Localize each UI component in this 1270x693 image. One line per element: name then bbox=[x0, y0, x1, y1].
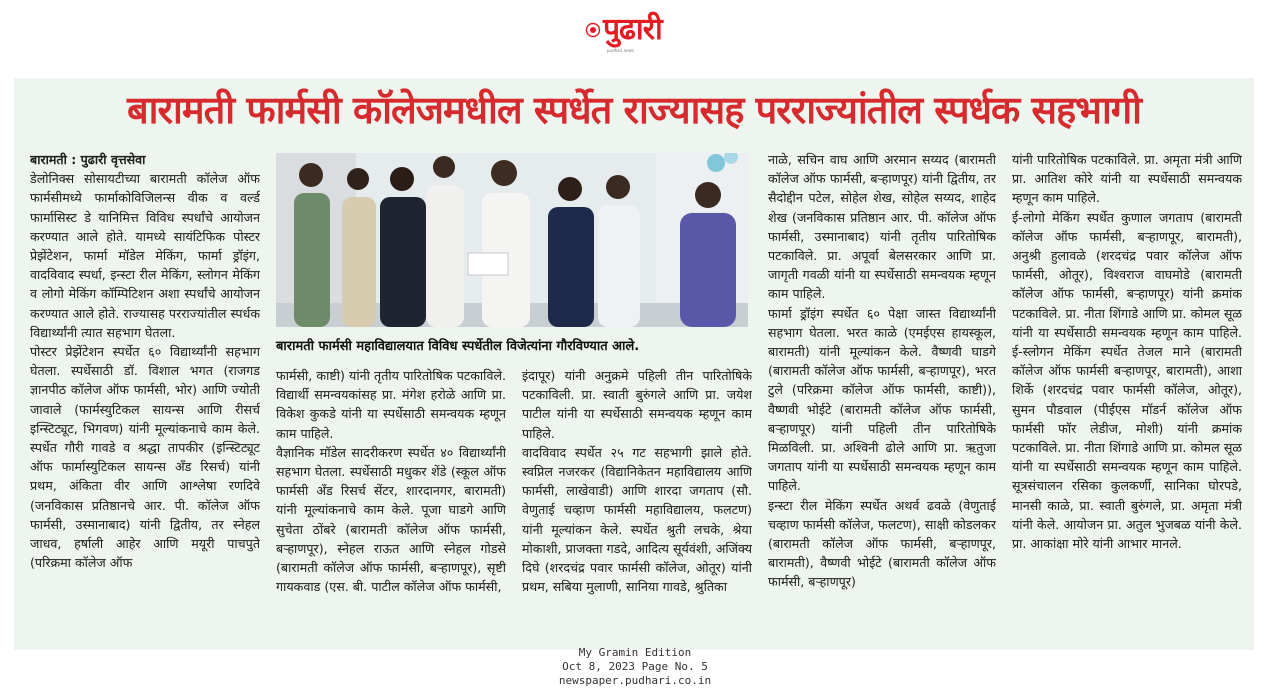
logo-tagline: pudhari.news bbox=[607, 48, 634, 53]
article-column-4: नाळे, सचिन वाघ आणि अरमान सय्यद (बारामती कॉलेज ऑफ फार्मसी, बऱ्हाणपूर) यांनी द्वितीय, तर सैदोद्दीन पटेल, सोहेल शेख, सोहेल सय्यद, शाहेद शेख (जनविकास प्रतिष्ठान आर. पी. कॉलेज ऑफ फार्मसी, उस्मानाबाद) यांनी तृतीय पारितोषिक पटकाविले. प्रा. अपूर्वा बेलसरकार आणि प्रा. जागृती गवळी यांनी या स्पर्धेसाठी समन्वयक म्हणून काम पाहिले. फार्मा ड्रॉइंग स्पर्धेत ६० पेक्षा जास्त विद्यार्थ्यांनी सहभाग घेतला. भरत काळे (एमईएस हायस्कूल, बारामती) यांनी मूल्यांकन केले. वैष्णवी घाडगे (बारामती कॉलेज ऑफ फार्मसी, बऱ्हाणपूर), भरत टुले (परिक्रमा कॉलेज ऑफ फार्मसी, काष्टी)), वैष्णवी भोईटे (बारामती कॉलेज ऑफ फार्मसी, बऱ्हाणपूर) यांनी पहिली तीन पारितोषिके मिळविली. प्रा. अश्विनी ढोले आणि प्रा. ऋतुजा जगताप यांनी या स्पर्धेसाठी समन्वयक म्हणून काम पाहिले. इन्स्टा रील मेकिंग स्पर्धेत अथर्व ढवळे (वेणुताई चव्हाण फार्मसी कॉलेज, फलटण), साक्षी कोडलकर (बारामती कॉलेज ऑफ फार्मसी, बऱ्हाणपूर, बारामती), वैष्णवी भोईटे (बारामती कॉलेज ऑफ फार्मसी, बऱ्हाणपूर) bbox=[768, 152, 996, 590]
column-1-text: डेलोनिक्स सोसायटीच्या बारामती कॉलेज ऑफ फार्मसीमध्ये फार्माकोविजिलन्स वीक व वर्ल्ड फार्मासिस्ट डे यानिमित्त विविध स्पर्धांचे आयोजन करण्यात आले होते. यामध्ये सायंटिफिक पोस्टर प्रेझेंटेशन, फार्मा मॉडेल मेकिंग, फार्मा ड्रॉइंग, वादविवाद स्पर्धा, इन्स्टा रील मेकिंग, स्लोगन मेकिंग व लोगो मेकिंग कॉम्पिटिशन अशा स्पर्धांचे आयोजन करण्यात आले होते. राज्यासह परराज्यांतील स्पर्धक विद्यार्थ्यांनी त्यात सहभाग घेतला. पोस्टर प्रेझेंटेशन स्पर्धेत ६० विद्यार्थ्यांनी सहभाग घेतला. स्पर्धेसाठी डॉ. विशाल भगत (राजगड ज्ञानपीठ कॉलेज ऑफ फार्मसी, भोर) आणि ज्योती जावाले (फार्मस्युटिकल सायन्स आणि रीसर्च इन्स्टिट्यूट, भिगवण) यांनी मूल्यांकनाचे काम केले. स्पर्धेत गौरी गावडे व श्रद्धा तापकीर (इन्स्टिट्यूट ऑफ फार्मास्युटिकल सायन्स अँड रिसर्च) यांनी प्रथम, अंकिता वीर आणि आश्लेषा रणदिवे (जनविकास प्रतिष्ठानचे आर. पी. कॉलेज ऑफ फार्मसी, उस्मानाबाद) यांनी द्वितीय, तर स्नेहल जाधव, हर्षाली आहेर आणि मयूरी पाचपुते (परिक्रमा कॉलेज ऑफ bbox=[30, 171, 260, 571]
article-column-1 bbox=[30, 150, 260, 644]
article-byline: बारामती : पुढारी वृत्तसेवा bbox=[30, 152, 146, 167]
article-column-3: इंदापूर) यांनी अनुक्रमे पहिली तीन पारितोषिके पटकाविली. प्रा. स्वाती बुरुंगले आणि प्रा. जयेश पाटील यांनी या स्पर्धेसाठी समन्वयक म्हणून काम पाहिले. वादविवाद स्पर्धेत २५ गट सहभागी झाले होते. स्वप्निल नजरकर (विद्यानिकेतन महाविद्यालय आणि फार्मसी, लाखेवाडी) आणि शारदा जगताप (सौ. वेणुताई चव्हाण फार्मसी महाविद्यालय, फलटण) यांनी मूल्यांकन केले. स्पर्धेत श्रुती लचके, श्रेया मोकाशी, प्राजक्ता गडदे, आदित्य सूर्यवंशी, अजिंक्य दिघे (शरदचंद्र पवार फार्मसी कॉलेज, ओतूर) यांनी प्रथम, सबिया मुलाणी, सानिया गावडे, श्रुतिका bbox=[522, 368, 752, 595]
pudhari-logo bbox=[585, 8, 695, 56]
photo-caption: बारामती फार्मसी महाविद्यालयात विविध स्पर्धेतील विजेत्यांना गौरविण्यात आले. bbox=[276, 339, 640, 354]
article-headline: बारामती फार्मसी कॉलेजमधील स्पर्धेत राज्यासह परराज्यांतील स्पर्धक सहभागी bbox=[126, 88, 1142, 132]
edition-date-page: Oct 8, 2023 Page No. 5 bbox=[562, 660, 708, 673]
edition-name: My Gramin Edition bbox=[578, 646, 692, 659]
award-ceremony-photo bbox=[276, 153, 748, 327]
logo-wordmark: पुढारी bbox=[603, 12, 662, 47]
article-column-2: फार्मसी, काष्टी) यांनी तृतीय पारितोषिक पटकाविले. विद्यार्थी समन्वयकांसह प्रा. मंगेश हरोळे आणि प्रा. विकेश कुकडे यांनी या स्पर्धेसाठी समन्वयक म्हणून काम पाहिले. वैज्ञानिक मॉडेल सादरीकरण स्पर्धेत ४० विद्यार्थ्यांनी सहभाग घेतला. स्पर्धेसाठी मधुकर शेंडे (स्कूल ऑफ फार्मसी अँड रिसर्च सेंटर, शारदानगर, बारामती) यांनी मूल्यांकनाचे काम केले. पूजा घाडगे आणि सुचेता ठोंबरे (बारामती कॉलेज ऑफ फार्मसी, बऱ्हाणपूर), स्नेहल राऊत आणि स्नेहल गोडसे (बारामती कॉलेज ऑफ फार्मसी, बऱ्हाणपूर), सृष्टी गायकवाड (एस. बी. पाटील कॉलेज ऑफ फार्मसी, bbox=[276, 368, 506, 595]
article-column-5: यांनी पारितोषिक पटकाविले. प्रा. अमृता मंत्री आणि प्रा. आतिश कोरे यांनी या स्पर्धेसाठी समन्वयक म्हणून काम पाहिले. ई-लोगो मेकिंग स्पर्धेत कुणाल जगताप (बारामती कॉलेज ऑफ फार्मसी, बऱ्हाणपूर, बारामती), अनुश्री हुलावळे (शरदचंद्र पवार कॉलेज ऑफ फार्मसी, ओतूर), विश्वराज वाघमोडे (बारामती कॉलेज ऑफ फार्मसी, बऱ्हाणपूर) यांनी क्रमांक पटकाविले. प्रा. नीता शिंगाडे आणि प्रा. कोमल सूळ यांनी या स्पर्धेसाठी समन्वयक म्हणून काम पाहिले. ई-स्लोगन मेकिंग स्पर्धेत तेजल माने (बारामती कॉलेज ऑफ फार्मसी बऱ्हाणपूर, बारामती), आशा शिर्के (शरदचंद्र पवार फार्मसी कॉलेज, ओतूर), सुमन पौडवाल (पीईएस मॉडर्न कॉलेज ऑफ फार्मसी फॉर लेडीज, मोशी) यांनी क्रमांक पटकाविले. प्रा. नीता शिंगाडे आणि प्रा. कोमल सूळ यांनी या स्पर्धेसाठी समन्वयक म्हणून काम पाहिले. सूत्रसंचालन रसिका कुलकर्णी, सानिका घोरपडे, मानसी काळे, प्रा. स्वाती बुरुंगले, प्रा. अमृता मंत्री यांनी केले. आयोजन प्रा. अतुल भुजबळ यांनी केले. प्रा. आकांक्षा मोरे यांनी आभार मानले. bbox=[1012, 152, 1242, 552]
sun-emblem-icon bbox=[585, 22, 601, 38]
edition-site-link[interactable]: newspaper.pudhari.co.in bbox=[558, 674, 712, 687]
article-photo bbox=[276, 153, 748, 327]
edition-footer bbox=[0, 646, 1270, 688]
